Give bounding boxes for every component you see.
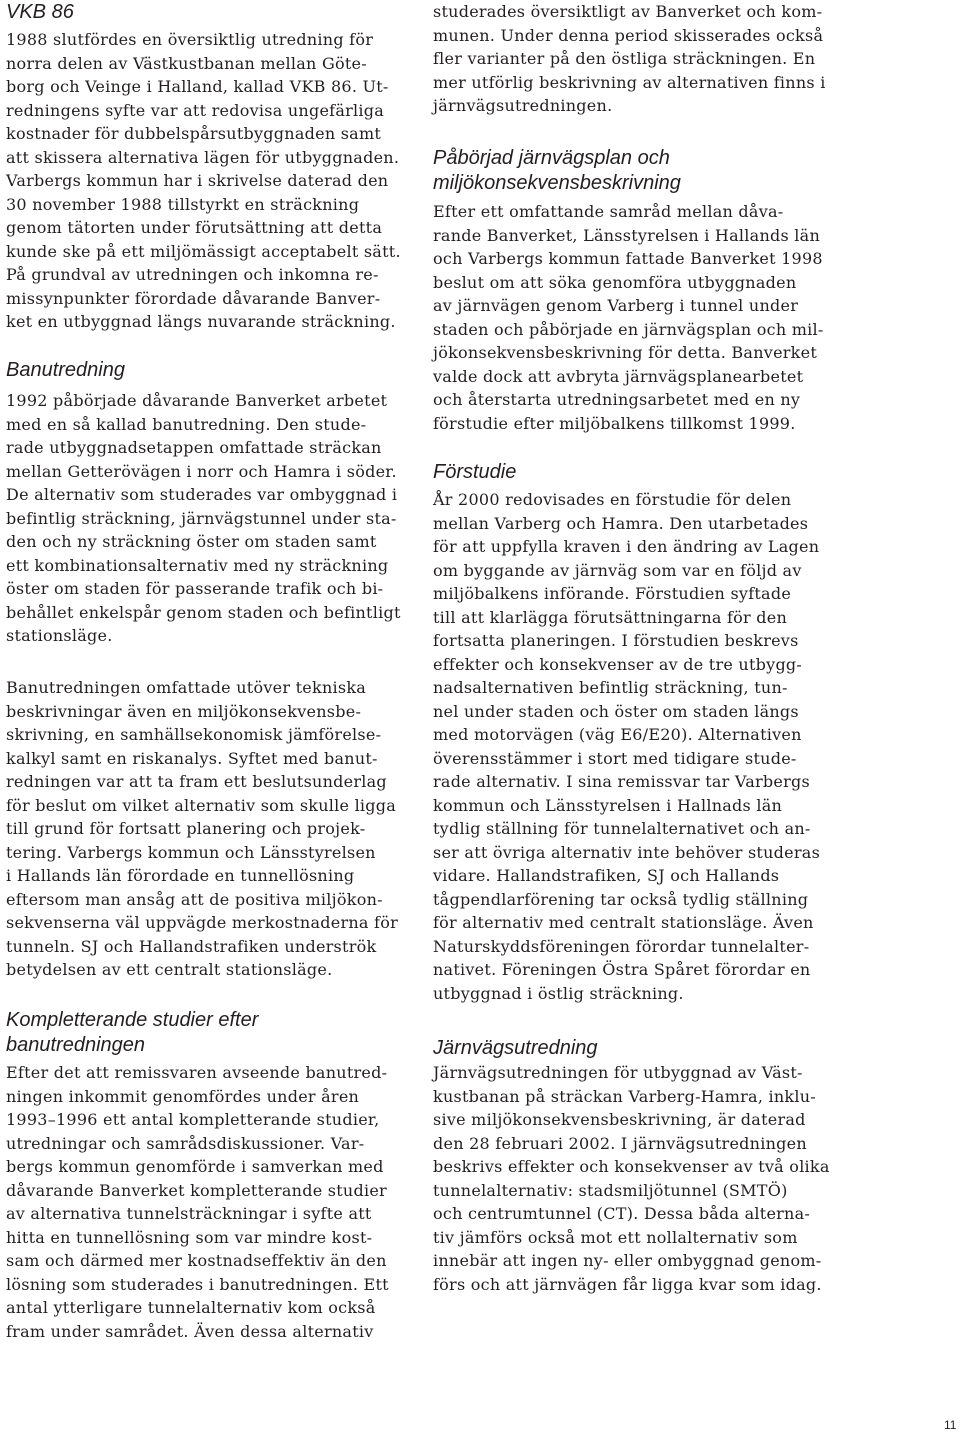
text-line: eftersom man ansåg att de positiva miljökon- bbox=[6, 889, 383, 909]
text-line: rade alternativ. I sina remissvar tar Varbergs bbox=[433, 772, 810, 791]
text-line: rande Banverket, Länsstyrelsen i Hallands län bbox=[433, 225, 820, 245]
text-line: kustbanan på sträckan Varberg-Hamra, inklu- bbox=[433, 1086, 816, 1106]
text-line: utbyggnad i östlig sträckning. bbox=[433, 983, 684, 1003]
section-heading-jarnvagsutredning bbox=[433, 1036, 598, 1061]
paragraph bbox=[6, 676, 398, 982]
text-line: Efter ett omfattande samråd mellan dåva- bbox=[433, 202, 784, 221]
text-line: borg och Veinge i Halland, kallad VKB 86. Ut- bbox=[6, 77, 389, 96]
text-line: norra delen av Västkustbanan mellan Göte- bbox=[6, 53, 367, 73]
text-line: överensstämmer i stort med tidigare stude- bbox=[433, 748, 797, 768]
text-line: nel under staden och öster om staden längs bbox=[433, 701, 799, 721]
text-line: beskrivs effekter och konsekvenser av två olika bbox=[433, 1157, 830, 1176]
paragraph bbox=[433, 0, 826, 118]
text-line: innebär att ingen ny- eller ombyggnad genom- bbox=[433, 1251, 822, 1270]
text-line: och Varbergs kommun fattade Banverket 1998 bbox=[433, 249, 823, 268]
text-line: mellan Getterövägen i norr och Hamra i söder. bbox=[6, 461, 397, 481]
paragraph bbox=[6, 28, 401, 334]
text-line: den 28 februari 2002. I järnvägsutredningen bbox=[433, 1133, 807, 1153]
text-line: fram under samrådet. Även dessa alternativ bbox=[6, 1321, 374, 1341]
text-line: sam och därmed mer kostnadseffektiv än den bbox=[6, 1251, 387, 1270]
text-line: munen. Under denna period skisserades också bbox=[433, 25, 824, 45]
text-line: genom tätorten under förutsättning att detta bbox=[6, 218, 383, 237]
text-line: betydelsen av ett centralt stationsläge. bbox=[6, 960, 333, 979]
text-line: till grund för fortsatt planering och projek- bbox=[6, 819, 366, 838]
heading-line: Kompletterande studier efter bbox=[6, 1009, 259, 1031]
text-line: mer utförlig beskrivning av alternativen finns i bbox=[433, 72, 826, 92]
text-line: 1993–1996 ett antal kompletterande studier, bbox=[6, 1110, 380, 1129]
text-line: effekter och konsekvenser av de tre utbygg- bbox=[433, 654, 803, 674]
text-line: valde dock att avbryta järnvägsplanearbetet bbox=[433, 366, 804, 386]
page-number: 11 bbox=[944, 1418, 957, 1432]
text-line: 1992 påbörjade dåvarande Banverket arbetet bbox=[6, 391, 388, 410]
text-line: befintlig sträckning, järnvägstunnel under sta- bbox=[6, 508, 397, 528]
text-line: om byggande av järnväg som var en följd av bbox=[433, 560, 802, 580]
text-line: kunde ske på ett miljömässigt acceptabelt sätt. bbox=[6, 241, 401, 261]
text-line: redningen var att ta fram ett beslutsunderlag bbox=[6, 772, 387, 791]
text-line: miljöbalkens införande. Förstudien syftade bbox=[433, 584, 792, 603]
text-line: tågpendlarförening tar också tydlig ställning bbox=[433, 889, 809, 909]
text-line: mellan Varberg och Hamra. Den utarbetades bbox=[433, 513, 809, 533]
text-line: jökonsekvensbeskrivning för detta. Banverket bbox=[433, 343, 818, 362]
text-line: vidare. Hallandstrafiken, SJ och Hallands bbox=[433, 866, 780, 885]
text-line: och återstarta utredningsarbetet med en ny bbox=[433, 390, 801, 409]
text-line: ningen inkommit genomfördes under åren bbox=[6, 1086, 360, 1106]
section-heading-banutredning bbox=[6, 358, 125, 383]
text-line: behållet enkelspår genom staden och befintligt bbox=[6, 602, 401, 622]
text-line: nadsalternativen befintlig sträckning, tun- bbox=[433, 678, 788, 697]
paragraph bbox=[433, 488, 820, 1005]
text-line: tiv jämförs också mot ett nollalternativ som bbox=[433, 1227, 798, 1247]
text-line: ser att övriga alternativ inte behöver studeras bbox=[433, 842, 821, 862]
text-line: i Hallands län förordade en tunnellösning bbox=[6, 866, 355, 885]
text-line: med motorvägen (väg E6/E20). Alternativen bbox=[433, 725, 802, 744]
text-line: av alternativa tunnelsträckningar i syfte att bbox=[6, 1204, 372, 1223]
text-line: utredningar och samrådsdiskussioner. Var- bbox=[6, 1133, 365, 1153]
text-line: hitta en tunnellösning som var mindre kost- bbox=[6, 1227, 373, 1247]
section-heading-forstudie bbox=[433, 460, 516, 485]
text-line: av järnvägen genom Varberg i tunnel under bbox=[433, 296, 799, 315]
text-line: 1988 slutfördes en översiktlig utredning för bbox=[6, 30, 374, 49]
text-line: beskrivningar även en miljökonsekvensbe- bbox=[6, 701, 362, 721]
text-line: staden och påbörjade en järnvägsplan och mil- bbox=[433, 319, 824, 339]
text-line: dåvarande Banverket kompletterande studier bbox=[6, 1180, 387, 1200]
text-line: nativet. Föreningen Östra Spåret förordar en bbox=[433, 960, 811, 979]
text-line: kalkyl samt en riskanalys. Syftet med banut- bbox=[6, 748, 378, 768]
text-line: redningens syfte var att redovisa ungefärliga bbox=[6, 100, 385, 120]
text-line: för alternativ med centralt stationsläge. Även bbox=[433, 913, 814, 932]
text-line: fler varianter på den östliga sträckningen. En bbox=[433, 49, 816, 68]
text-line: Järnvägsutredningen för utbyggnad av Väst- bbox=[433, 1063, 803, 1082]
text-line: den och ny sträckning öster om staden samt bbox=[6, 532, 377, 551]
text-line: att skissera alternativa lägen för utbyggnaden. bbox=[6, 147, 400, 167]
heading-line: miljökonsekvensbeskrivning bbox=[433, 172, 681, 194]
text-line: De alternativ som studerades var ombyggnad i bbox=[6, 485, 398, 504]
text-line: för att uppfylla kraven i den ändring av Lagen bbox=[433, 537, 820, 556]
text-line: tunnelalternativ: stadsmiljötunnel (SMTÖ) bbox=[433, 1180, 788, 1200]
heading-line: VKB 86 bbox=[6, 1, 74, 23]
text-line: tydlig ställning för tunnelalternativet och an- bbox=[433, 819, 811, 838]
text-line: tunneln. SJ och Hallandstrafiken underströk bbox=[6, 936, 377, 956]
text-line: stationsläge. bbox=[6, 626, 113, 645]
text-line: ket en utbyggnad längs nuvarande sträckning. bbox=[6, 312, 396, 331]
text-line: Banutredningen omfattade utöver tekniska bbox=[6, 678, 367, 697]
text-line: med en så kallad banutredning. Den stude- bbox=[6, 414, 367, 434]
heading-line: Banutredning bbox=[6, 359, 125, 381]
text-line: sive miljökonsekvensbeskrivning, är daterad bbox=[433, 1110, 806, 1129]
text-line: till att klarlägga förutsättningarna för den bbox=[433, 607, 788, 627]
text-line: kostnader för dubbelspårsutbyggnaden samt bbox=[6, 124, 382, 143]
text-line: skrivning, en samhällsekonomisk jämförelse- bbox=[6, 725, 382, 744]
text-line: rade utbyggnadsetappen omfattade sträckan bbox=[6, 438, 382, 457]
text-line: lösning som studerades i banutredningen. Ett bbox=[6, 1274, 389, 1294]
text-line: missynpunkter förordade dåvarande Banver- bbox=[6, 288, 381, 308]
text-line: Varbergs kommun har i skrivelse daterad den bbox=[6, 171, 389, 190]
paragraph bbox=[433, 1061, 830, 1296]
heading-line: Järnvägsutredning bbox=[433, 1037, 598, 1059]
text-line: förs och att järnvägen får ligga kvar som idag. bbox=[433, 1274, 822, 1294]
section-heading-kompletterande-studier-efter-banutredningen bbox=[6, 1008, 258, 1058]
paragraph bbox=[6, 1061, 389, 1343]
text-line: och centrumtunnel (CT). Dessa båda alterna- bbox=[433, 1204, 811, 1223]
section-heading-vkb-86 bbox=[6, 0, 74, 25]
paragraph bbox=[433, 200, 824, 435]
heading-line: Påbörjad järnvägsplan och bbox=[433, 147, 670, 169]
text-line: öster om staden för passerande trafik och bi- bbox=[6, 579, 384, 598]
text-line: fortsatta planeringen. I förstudien beskrevs bbox=[433, 631, 799, 650]
paragraph bbox=[6, 389, 401, 648]
text-line: sekvenserna väl uppvägde merkostnaderna för bbox=[6, 913, 398, 932]
text-line: År 2000 redovisades en förstudie för delen bbox=[433, 490, 792, 509]
text-line: Efter det att remissvaren avseende banutred- bbox=[6, 1063, 388, 1082]
text-line: kommun och Länsstyrelsen i Hallnads län bbox=[433, 795, 783, 815]
text-line: förstudie efter miljöbalkens tillkomst 1999. bbox=[433, 413, 796, 433]
text-line: antal ytterligare tunnelalternativ kom också bbox=[6, 1298, 376, 1317]
text-line: beslut om att söka genomföra utbyggnaden bbox=[433, 272, 797, 292]
text-line: ett kombinationsalternativ med ny sträckning bbox=[6, 555, 389, 575]
text-line: 30 november 1988 tillstyrkt en sträckning bbox=[6, 194, 360, 214]
heading-line: Förstudie bbox=[433, 461, 517, 483]
text-line: järnvägsutredningen. bbox=[433, 96, 613, 115]
text-line: bergs kommun genomförde i samverkan med bbox=[6, 1157, 384, 1176]
text-line: tering. Varbergs kommun och Länsstyrelsen bbox=[6, 842, 376, 862]
text-line: studerades översiktligt av Banverket och kom- bbox=[433, 2, 823, 21]
text-line: för beslut om vilket alternativ som skulle ligga bbox=[6, 795, 397, 815]
section-heading-paborjad-jarnvagsplan-och-miljokonsekvensbeskrivning bbox=[433, 146, 681, 196]
text-line: På grundval av utredningen och inkomna re- bbox=[6, 265, 379, 284]
text-line: Naturskyddsföreningen förordar tunnelalter- bbox=[433, 936, 810, 956]
heading-line: banutredningen bbox=[6, 1034, 146, 1056]
